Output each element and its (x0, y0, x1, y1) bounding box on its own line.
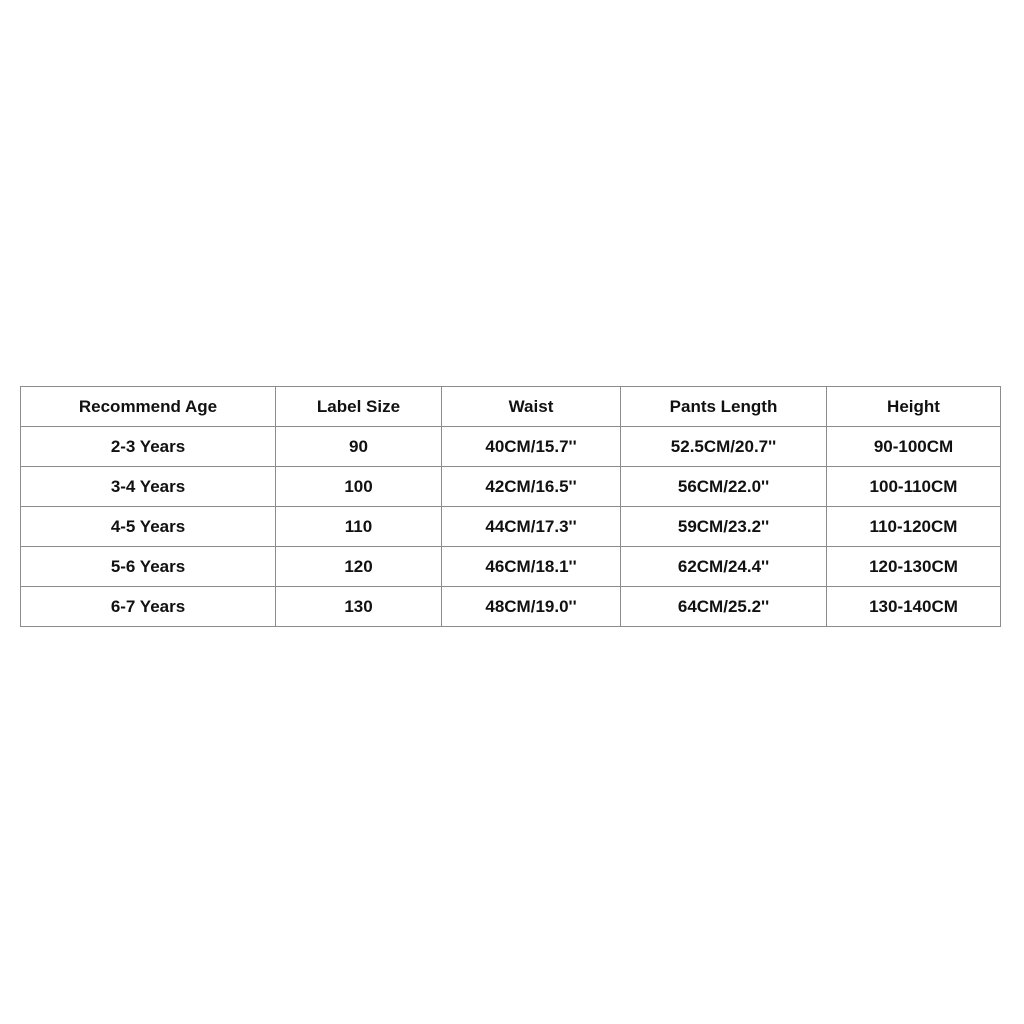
cell-pants-length: 62CM/24.4'' (621, 547, 827, 587)
cell-label-size: 100 (276, 467, 442, 507)
table-row (21, 587, 1001, 627)
table-row (21, 427, 1001, 467)
cell-waist: 40CM/15.7'' (442, 427, 621, 467)
cell-waist: 42CM/16.5'' (442, 467, 621, 507)
cell-height: 120-130CM (827, 547, 1001, 587)
cell-label-size: 110 (276, 507, 442, 547)
cell-recommend-age: 5-6 Years (21, 547, 276, 587)
cell-pants-length: 59CM/23.2'' (621, 507, 827, 547)
cell-recommend-age: 4-5 Years (21, 507, 276, 547)
table-row (21, 467, 1001, 507)
cell-height: 90-100CM (827, 427, 1001, 467)
table-row (21, 507, 1001, 547)
cell-recommend-age: 2-3 Years (21, 427, 276, 467)
cell-label-size: 130 (276, 587, 442, 627)
column-header-label-size: Label Size (276, 387, 442, 427)
cell-height: 100-110CM (827, 467, 1001, 507)
column-header-waist: Waist (442, 387, 621, 427)
cell-pants-length: 52.5CM/20.7'' (621, 427, 827, 467)
size-chart-table (20, 386, 1001, 627)
cell-height: 110-120CM (827, 507, 1001, 547)
cell-label-size: 120 (276, 547, 442, 587)
column-header-height: Height (827, 387, 1001, 427)
cell-waist: 44CM/17.3'' (442, 507, 621, 547)
cell-waist: 48CM/19.0'' (442, 587, 621, 627)
table-header-row (21, 387, 1001, 427)
cell-height: 130-140CM (827, 587, 1001, 627)
cell-label-size: 90 (276, 427, 442, 467)
cell-pants-length: 64CM/25.2'' (621, 587, 827, 627)
column-header-pants-length: Pants Length (621, 387, 827, 427)
cell-recommend-age: 6-7 Years (21, 587, 276, 627)
cell-recommend-age: 3-4 Years (21, 467, 276, 507)
table-row (21, 547, 1001, 587)
column-header-recommend-age: Recommend Age (21, 387, 276, 427)
cell-waist: 46CM/18.1'' (442, 547, 621, 587)
cell-pants-length: 56CM/22.0'' (621, 467, 827, 507)
